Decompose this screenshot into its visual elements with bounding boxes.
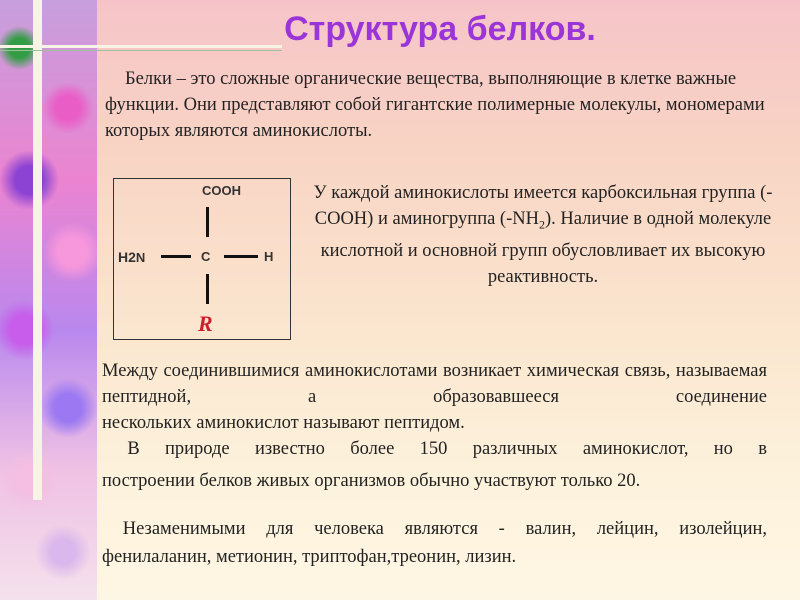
decorative-vertical-bar (33, 0, 42, 500)
count-text-1: В природе известно более 150 различных аминокислот, но в (127, 439, 767, 459)
groups-subscript: 2 (538, 217, 545, 232)
hydrogen-label: H (264, 249, 274, 264)
peptide-paragraph: Между соединившимися аминокислотами возникает химическая связь, называемая пептидной, а образовавшееся соединение (102, 361, 767, 407)
amino-acid-formula (113, 178, 291, 340)
carboxyl-group-label: COOH (202, 183, 241, 198)
groups-text-2: ). Наличие в одной молекуле кислотной и основной групп обусловливает их высокую реактивность. (320, 209, 772, 287)
intro-paragraph: Белки – это сложные органические вещества, выполняющие в клетке важные функции. Они представляют собой гигантские полимерные молекулы, мономерами которых являются аминокислоты. (105, 69, 765, 141)
decorative-horizontal-line-thin (0, 50, 282, 51)
essential-text-1: Незаменимыми для человека являются - валин, лейцин, изолейцин, (122, 519, 767, 539)
essential-amino-acids-paragraph (102, 516, 767, 542)
amino-group-label (118, 249, 145, 265)
essential-amino-acids-paragraph-end: фенилаланин, метионин, триптофан,треонин, лизин. (102, 547, 517, 567)
amino-acid-count-paragraph (102, 436, 767, 462)
bond-down (206, 274, 209, 304)
alpha-carbon-label: C (201, 249, 211, 264)
bond-right (224, 255, 258, 258)
groups-text-1: У каждой аминокислоты имеется карбоксильная группа (-COOH) и аминогруппа (-NH (313, 183, 773, 229)
amino-acid-count-paragraph-end: построении белков живых организмов обычно участвуют только 20. (102, 471, 641, 491)
slide-title: Структура белков. (284, 10, 596, 48)
amino-n: N (135, 250, 146, 265)
peptide-paragraph-end: нескольких аминокислот называют пептидом. (102, 413, 465, 433)
bond-up (206, 207, 209, 237)
decorative-floral-strip (0, 0, 97, 600)
bond-left (161, 255, 191, 258)
amino-h: H (118, 249, 129, 265)
amino-sub: 2 (128, 249, 136, 265)
radical-label: R (198, 311, 213, 336)
functional-groups-paragraph (296, 180, 790, 290)
